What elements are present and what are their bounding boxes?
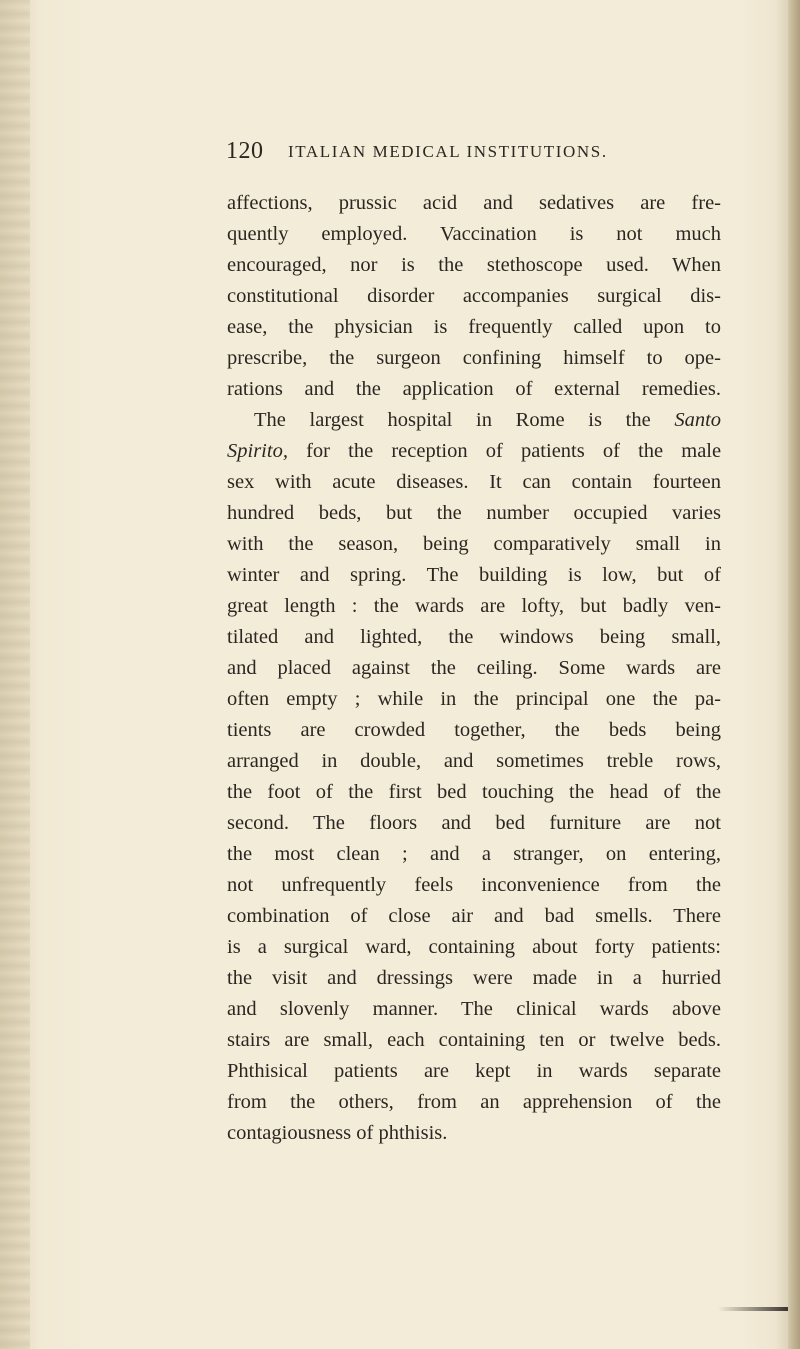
page-edge-shadow bbox=[788, 0, 800, 1349]
text-line-28: stairs are small, each containing ten or twelve beds. bbox=[227, 1029, 721, 1051]
text-line-18: tients are crowded together, the beds being bbox=[227, 719, 721, 741]
text-line-26: the visit and dressings were made in a hurried bbox=[227, 967, 721, 989]
text-line-29: Phthisical patients are kept in wards separate bbox=[227, 1060, 721, 1082]
text-line-16: and placed against the ceiling. Some wards are bbox=[227, 657, 721, 679]
text-line-30: from the others, from an apprehension of the bbox=[227, 1091, 721, 1113]
text-line-10: sex with acute diseases. It can contain fourteen bbox=[227, 471, 721, 493]
text-line-19: arranged in double, and sometimes treble rows, bbox=[227, 750, 721, 772]
text-line-2: quently employed. Vaccination is not much bbox=[227, 223, 721, 245]
text-line-20: the foot of the first bed touching the head of the bbox=[227, 781, 721, 803]
body-text bbox=[227, 188, 721, 1149]
text-line-21: second. The floors and bed furniture are not bbox=[227, 812, 721, 834]
text-line-6: prescribe, the surgeon confining himself to ope- bbox=[227, 347, 721, 369]
text-line-9: Spirito, for the reception of patients of the male bbox=[227, 440, 721, 462]
text-line-1: affections, prussic acid and sedatives are fre- bbox=[227, 192, 721, 214]
text-line-24: combination of close air and bad smells. There bbox=[227, 905, 721, 927]
text-line-7: rations and the application of external remedies. bbox=[227, 378, 721, 400]
text-line-22: the most clean ; and a stranger, on entering, bbox=[227, 843, 721, 865]
text-line-17: often empty ; while in the principal one the pa- bbox=[227, 688, 721, 710]
text-line-5: ease, the physician is frequently called upon to bbox=[227, 316, 721, 338]
text-line-13: winter and spring. The building is low, but of bbox=[227, 564, 721, 586]
text-line-11: hundred beds, but the number occupied varies bbox=[227, 502, 721, 524]
text-line-27: and slovenly manner. The clinical wards above bbox=[227, 998, 721, 1020]
text-line-12: with the season, being comparatively small in bbox=[227, 533, 721, 555]
text-line-4: constitutional disorder accompanies surgical dis- bbox=[227, 285, 721, 307]
text-line-31: contagiousness of phthisis. bbox=[227, 1122, 448, 1144]
page-corner-mark bbox=[718, 1307, 788, 1311]
text-line-25: is a surgical ward, containing about forty patients: bbox=[227, 936, 721, 958]
text-line-23: not unfrequently feels inconvenience from the bbox=[227, 874, 721, 896]
page-header bbox=[226, 138, 686, 168]
text-line-3: encouraged, nor is the stethoscope used. When bbox=[227, 254, 721, 276]
page-gutter-shadow bbox=[0, 0, 30, 1349]
text-line-14: great length : the wards are lofty, but badly ven- bbox=[227, 595, 721, 617]
running-head: ITALIAN MEDICAL INSTITUTIONS. bbox=[288, 142, 608, 161]
page-number: 120 bbox=[226, 138, 264, 164]
text-line-8: The largest hospital in Rome is the Santo bbox=[254, 409, 721, 431]
text-line-15: tilated and lighted, the windows being small, bbox=[227, 626, 721, 648]
